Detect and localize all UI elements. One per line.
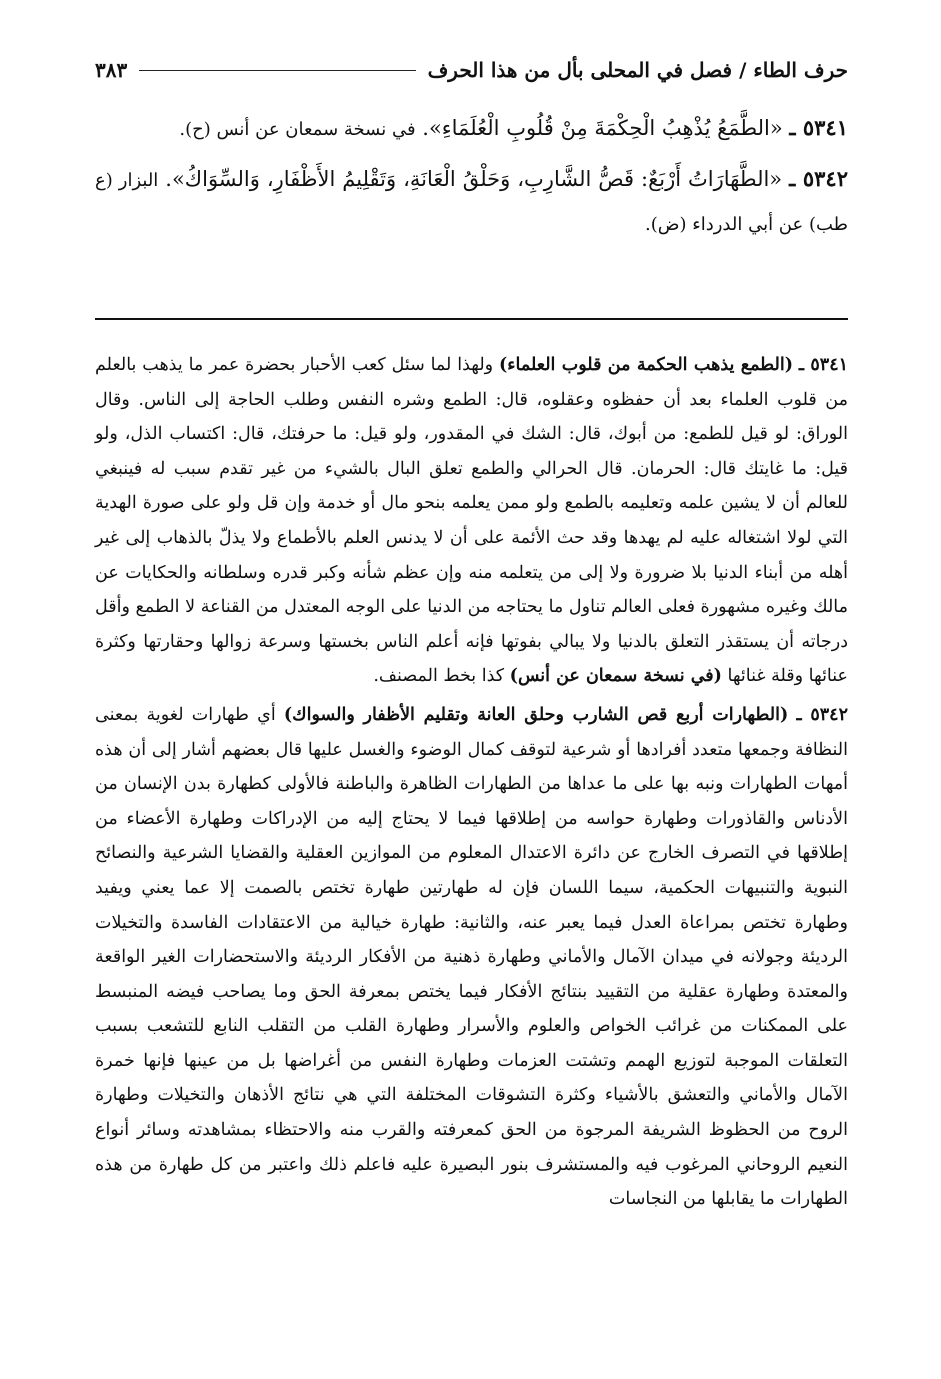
- header-rule: [139, 70, 415, 71]
- hadith-number: ٥٣٤١ ـ: [789, 115, 848, 140]
- commentary-body: أي طهارات لغوية بمعنى النظافة وجمعها متعدد أفرادها أو شرعية لتوقف كمال الوضوء والغسل عليها قال بعضهم أشار إلى أن هذه أمهات الطهارات ونبه بها على ما عداها من الطهارات الظاهرة والباطنة فالأولى كطهارة بدن الإنسان من الأدناس والقاذورات وطهارة حواسه من إطلاقها فيما لا يحتاج إليه من الإدراكات وطهارة الأعضاء من إطلاقها في التصرف الخارج عن دائرة الاعتدال المعلوم من الموازين العقلية والقضايا الشرعية والنصائح النبوية والتنبيهات الحكمية، سيما اللسان فإن له طهارتين طهارة تختص بالصمت إلا عما يعني ويفيد وطهارة تختص بمراعاة العدل فيما يعبر عنه، والثانية: طهارة خيالية من الاعتقادات الفاسدة والتخيلات الرديئة وجولانه في ميدان الآمال والأماني وطهارة ذهنية من الأفكار الرديئة والاستحضارات الغير الواقعة والمعتدة وطهارة عقلية من التقييد بنتائج الأفكار فيما يختص بمعرفة الحق وما يصاحب فيضه المنبسط على الممكنات من غرائب الخواص والعلوم والأسرار وطهارة القلب من التقلب النابع للتشعب بسبب التعلقات الموجبة لتوزيع الهمم وتشتت العزمات وطهارة النفس من أغراضها بل من عينها فإنها خمرة الآمال والأماني والتعشق بالأشياء وكثرة التشوقات المختلفة التي هي نتائج الأذهان والتخيلات وطهارة الروح من الحظوظ الشريفة المرجوة من الحق كمعرفته والقرب منه والاحتظاء بمشاهدته وسائر أنواع النعيم الروحاني المرغوب فيه والمستشرف بنور البصيرة عليه فاعلم ذلك واعتبر من كل طهارة من هذه الطهارات ما يقابلها من النجاسات: [95, 704, 848, 1210]
- hadith-text: «الطَّمَعُ يُذْهِبُ الْحِكْمَةَ مِنْ قُلُوبِ الْعُلَمَاءِ».: [422, 116, 783, 140]
- hadith-5341: [95, 106, 848, 151]
- commentary-note: كذا بخط المصنف.: [373, 666, 505, 687]
- commentary-section: [95, 348, 848, 1221]
- hadith-reference: البزار (ع طب) عن أبي الدرداء (ض).: [95, 170, 848, 235]
- hadith-text: «الطَّهَارَاتُ أَرْبَعٌ: قَصُّ الشَّارِبِ، وَحَلْقُ الْعَانَةِ، وَتَقْلِيمُ الأَظْفَارِ، وَالسِّوَاكُ».: [165, 167, 783, 191]
- commentary-lead: (الطهارات أربع قص الشارب وحلق العانة وتقليم الأظفار والسواك): [283, 704, 789, 725]
- page-header: [95, 50, 848, 90]
- hadith-5342: [95, 157, 848, 246]
- commentary-body: ولهذا لما سئل كعب الأحبار بحضرة عمر ما يذهب بالعلم من قلوب العلماء بعد أن حفظوه وعقلوه، قال: الطمع وشره النفس وطلب الحاجة إلى الناس. وقال الوراق: لو قيل للطمع: من أبوك، قال: الشك في المقدور، ولو قيل: ما حرفتك، قال: اكتساب الذل، ولو قيل: ما غايتك قال: الحرمان. قال الحرالي والطمع تعلق البال بالشيء من غير تقدم سبب له فينبغي للعالم أن لا يشين علمه وتعليمه بالطمع ولو ممن يعلمه بنحو مال أو خدمة وإن قل ولو على صورة الهدية التي لولا اشتغاله عليه لم يهدها وقد حث الأئمة على أن لا يدنس العلم بالأطماع ولا يذلّ بالذهاب إلى غير أهله من أبناء الدنيا بلا ضرورة ولا إلى من يتعلمه منه وإن عظم شأنه وكبر قدره وسلطانه والحكايات عن مالك وغيره مشهورة فعلى العالم تناول ما يحتاجه من الدنيا على الوجه المعتدل من القناعة لا الطمع وأقل درجاته أن يستقذر التعلق بالدنيا ولا يبالي بفوتها فإنه أعلم الناس بخستها وسرعة زوالها وحقارتها وكثرة عنائها وقلة غنائها: [95, 355, 848, 687]
- hadith-number: ٥٣٤٢ ـ: [789, 166, 848, 191]
- section-divider: [95, 318, 848, 320]
- commentary-number: ٥٣٤١ ـ: [798, 355, 848, 375]
- page-number: ٣٨٣: [95, 58, 128, 82]
- commentary-lead: (الطمع يذهب الحكمة من قلوب العلماء): [499, 355, 794, 375]
- commentary-5342: [95, 698, 848, 1217]
- commentary-5341: [95, 348, 848, 694]
- commentary-number: ٥٣٤٢ ـ: [796, 704, 848, 725]
- running-title: حرف الطاء / فصل في المحلى بأل من هذا الحرف: [427, 58, 848, 82]
- hadith-reference: في نسخة سمعان عن أنس (ح).: [179, 119, 416, 140]
- hadith-texts: [95, 106, 848, 252]
- commentary-source: (في نسخة سمعان عن أنس): [509, 666, 722, 687]
